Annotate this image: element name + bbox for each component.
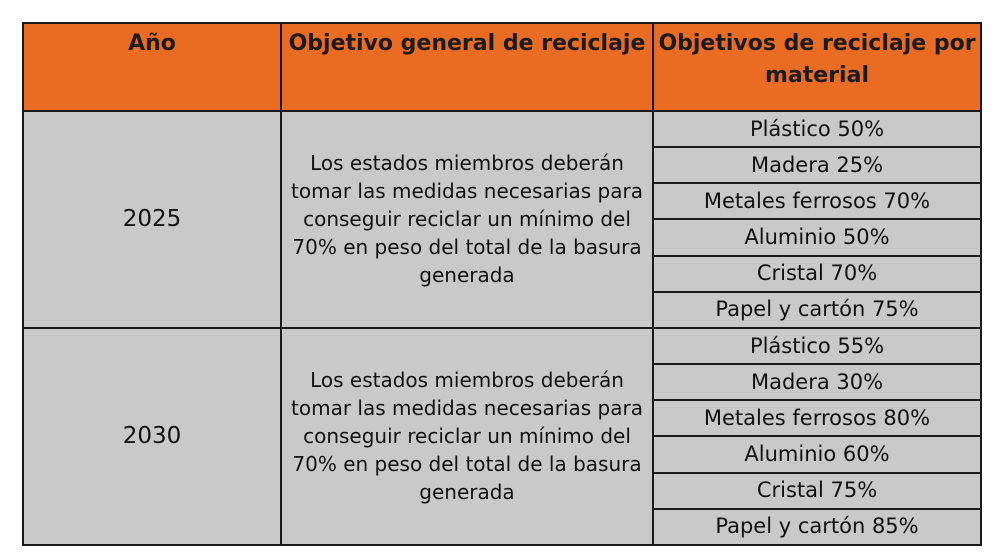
general-goal-cell: Los estados miembros deberán tomar las medidas necesarias para conseguir reciclar un mínimo del 70% en peso del total de la basura generada: [281, 111, 653, 328]
material-target-cell: Plástico 55%: [653, 328, 981, 364]
material-target-cell: Cristal 70%: [653, 256, 981, 292]
header-general-goal: Objetivo general de reciclaje: [281, 23, 653, 111]
table-row: [23, 328, 981, 364]
header-material-goals: Objetivos de reciclaje por material: [653, 23, 981, 111]
material-target-cell: Papel y cartón 75%: [653, 292, 981, 328]
year-cell: 2030: [23, 328, 281, 545]
header-year: Año: [23, 23, 281, 111]
material-target-cell: Metales ferrosos 70%: [653, 183, 981, 219]
material-target-cell: Metales ferrosos 80%: [653, 400, 981, 436]
material-target-cell: Aluminio 50%: [653, 219, 981, 255]
header-row: [23, 23, 981, 111]
material-target-cell: Papel y cartón 85%: [653, 509, 981, 545]
general-goal-cell: Los estados miembros deberán tomar las medidas necesarias para conseguir reciclar un mínimo del 70% en peso del total de la basura generada: [281, 328, 653, 545]
material-target-cell: Plástico 50%: [653, 111, 981, 147]
table-row: [23, 111, 981, 147]
year-cell: 2025: [23, 111, 281, 328]
recycling-targets-table: [22, 22, 982, 546]
material-target-cell: Aluminio 60%: [653, 436, 981, 472]
material-target-cell: Madera 25%: [653, 147, 981, 183]
material-target-cell: Madera 30%: [653, 364, 981, 400]
material-target-cell: Cristal 75%: [653, 473, 981, 509]
